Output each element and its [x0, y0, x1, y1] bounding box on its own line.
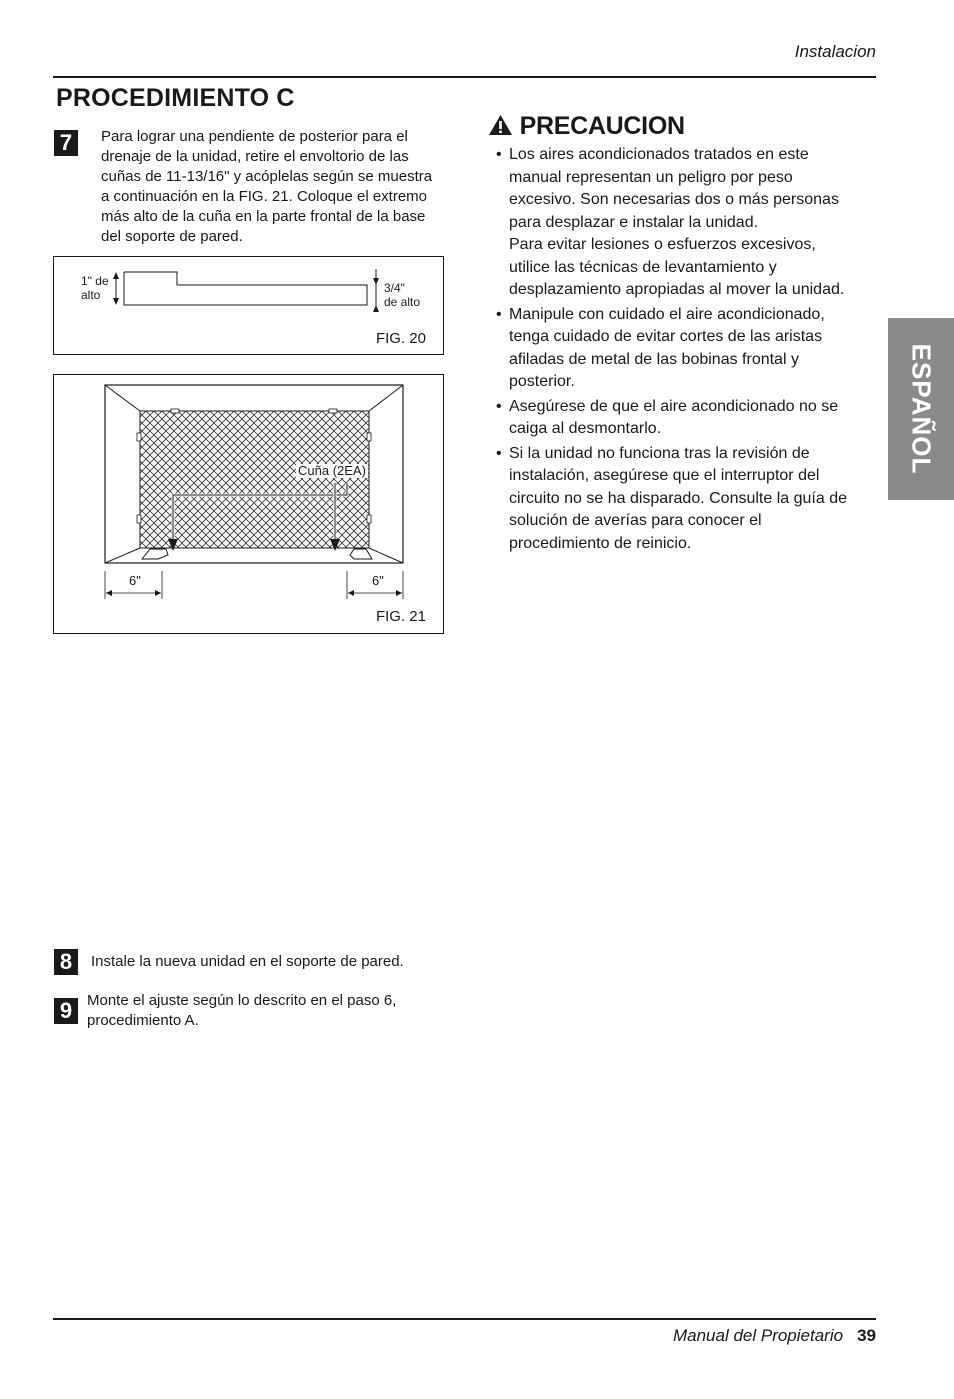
fig-21-sleeve-drawing [54, 375, 443, 633]
fig-20-box [53, 256, 444, 355]
footer [673, 1326, 876, 1346]
warning-triangle-icon [488, 114, 513, 136]
fig-21-wedge-label: Cuña (2EA) [298, 463, 366, 478]
footer-manual-title: Manual del Propietario [672, 1326, 844, 1345]
fig-21-right-dimension: 6" [372, 573, 384, 588]
caution-item: • Manipule con cuidado el aire acondicionado, tenga cuidado de evitar cortes de las aristas afiladas de metal de las bobinas frontal y posterior. [496, 304, 860, 394]
fig-20-label: FIG. 20 [375, 330, 426, 347]
caution-title: PRECAUCION [519, 112, 685, 140]
step-7-text: Para lograr una pendiente de posterior para el drenaje de la unidad, retire el envoltorio de las cuñas de 11-13/16" y acóplelas según se muestra a continuación en la FIG. 21. Coloque el extremo más alto de la cuña en la parte frontal de la base del soporte de pared. [101, 128, 433, 245]
fig-21-left-dimension: 6" [129, 573, 141, 588]
language-tab [888, 318, 954, 500]
page-title: PROCEDIMIENTO C [56, 84, 295, 112]
language-tab-label: ESPAÑOL [906, 343, 937, 475]
caution-item: • Si la unidad no funciona tras la revisión de instalación, asegúrese que el interruptor del circuito no se ha disparado. Consulte la guía de solución de averías para conocer el procedimiento de reinicio. [496, 443, 860, 556]
caution-list [496, 144, 860, 557]
step-9-badge: 9 [54, 998, 78, 1024]
footer-rule [53, 1318, 876, 1320]
page-number: 39 [857, 1326, 876, 1345]
header-rule [53, 76, 876, 78]
caution-item: • Los aires acondicionados tratados en este manual representan un peligro por peso excesivo. Son necesarias dos o más personas para desplazar e instalar la unidad. Para evitar lesiones o esfuerzos excesivos, utilice las técnicas de levantamiento y desplazamiento apropiadas al mover la unidad. [496, 144, 860, 302]
header-section-title: Instalacion [794, 42, 876, 61]
step-8-badge: 8 [54, 949, 78, 975]
step-7-badge: 7 [54, 130, 78, 156]
step-8-text: Instale la nueva unidad en el soporte de pared. [91, 953, 404, 970]
fig-21-label: FIG. 21 [375, 608, 426, 625]
fig-20-right-dimension: 3/4" de alto [384, 281, 421, 309]
step-9-text: Monte el ajuste según lo descrito en el paso 6, procedimiento A. [87, 992, 397, 1029]
fig-21-box [53, 374, 444, 634]
caution-heading [488, 112, 685, 141]
fig-20-left-dimension: 1" de alto [81, 274, 109, 302]
caution-item: • Asegúrese de que el aire acondicionado no se caiga al desmontarlo. [496, 396, 860, 441]
